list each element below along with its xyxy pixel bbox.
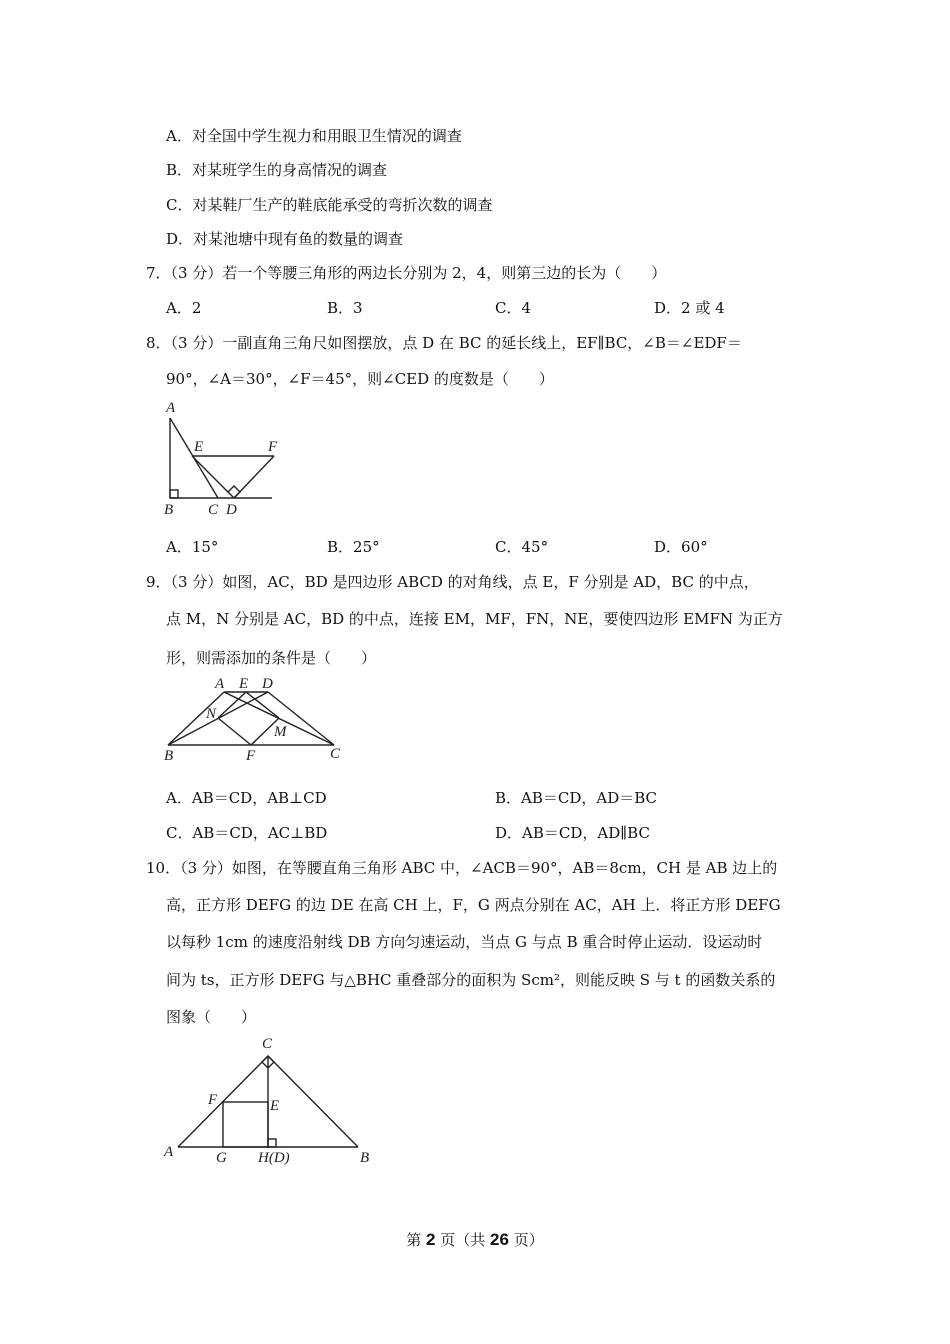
- q9-stem-line2: 点 M，N 分别是 AC，BD 的中点，连接 EM，MF，FN，NE，要使四边形 EMFN 为正方: [166, 610, 783, 628]
- q8-label-c: C: [208, 502, 219, 518]
- q9-stem-line1: 9．（3 分）如图，AC，BD 是四边形 ABCD 的对角线，点 E，F 分别是 AD，BC 的中点，: [146, 573, 759, 591]
- q8-stem-line1: 8．（3 分）一副直角三角尺如图摆放，点 D 在 BC 的延长线上，EF∥BC，∠B＝∠EDF＝: [146, 334, 742, 352]
- q9-option-d: D．AB＝CD，AD∥BC: [495, 824, 650, 842]
- q8-stem-line2: 90°，∠A＝30°，∠F＝45°，则∠CED 的度数是（ ）: [166, 370, 554, 388]
- q8-option-c: C．45°: [495, 538, 549, 556]
- q9-label-f: F: [246, 748, 256, 764]
- q10-label-f: F: [208, 1092, 218, 1108]
- footer-total-pages: 26: [490, 1230, 509, 1249]
- q6-option-a: A．对全国中学生视力和用眼卫生情况的调查: [166, 127, 462, 145]
- q9-label-n: N: [206, 706, 217, 722]
- q8-option-b: B．25°: [327, 538, 380, 556]
- q9-option-a: A．AB＝CD，AB⊥CD: [166, 789, 327, 807]
- q10-stem-line4: 间为 ts，正方形 DEFG 与△BHC 重叠部分的面积为 Scm²，则能反映 S 与 t 的函数关系的: [166, 971, 776, 989]
- footer-suffix: 页）: [508, 1231, 544, 1249]
- q9-figure: [158, 672, 358, 772]
- q7-option-b: B．3: [327, 299, 363, 317]
- q8-label-f: F: [268, 439, 278, 455]
- page-footer: [0, 1229, 950, 1250]
- q6-option-b: B．对某班学生的身高情况的调查: [166, 161, 388, 179]
- q10-label-b: B: [360, 1150, 370, 1166]
- footer-page-number: 2: [426, 1230, 436, 1249]
- q9-label-c: C: [330, 746, 341, 762]
- q6-option-c: C．对某鞋厂生产的鞋底能承受的弯折次数的调查: [166, 196, 493, 214]
- q10-label-g: G: [216, 1150, 227, 1166]
- q10-stem-line1: 10．（3 分）如图，在等腰直角三角形 ABC 中，∠ACB＝90°，AB＝8cm，CH 是 AB 边上的: [146, 859, 778, 877]
- q7-option-d: D．2 或 4: [654, 299, 725, 317]
- q9-label-m: M: [274, 724, 287, 740]
- q7-stem: 7．（3 分）若一个等腰三角形的两边长分别为 2，4，则第三边的长为（ ）: [146, 264, 667, 282]
- footer-middle: 页（共: [435, 1231, 491, 1249]
- q10-label-e: E: [270, 1098, 280, 1114]
- q10-label-a: A: [164, 1144, 174, 1160]
- q7-option-a: A．2: [166, 299, 202, 317]
- q9-label-a: A: [215, 676, 225, 692]
- q9-option-b: B．AB＝CD，AD＝BC: [495, 789, 658, 807]
- q7-option-c: C．4: [495, 299, 532, 317]
- q10-stem-line2: 高，正方形 DEFG 的边 DE 在高 CH 上，F，G 两点分别在 AC，AH 上．将正方形 DEFG: [166, 896, 781, 914]
- q9-label-b: B: [164, 748, 174, 764]
- footer-prefix: 第: [406, 1231, 427, 1249]
- q10-figure: [158, 1030, 388, 1174]
- q8-label-a: A: [166, 400, 176, 416]
- q10-label-hd: H(D): [258, 1150, 290, 1166]
- q8-label-b: B: [164, 502, 174, 518]
- q10-stem-line3: 以每秒 1cm 的速度沿射线 DB 方向匀速运动，当点 G 与点 B 重合时停止运动．设运动时: [166, 933, 763, 951]
- q6-option-d: D．对某池塘中现有鱼的数量的调查: [166, 230, 404, 248]
- q9-stem-line3: 形，则需添加的条件是（ ）: [166, 649, 377, 667]
- q8-label-d: D: [226, 502, 237, 518]
- q8-figure: [158, 396, 288, 528]
- q8-option-d: D．60°: [654, 538, 708, 556]
- q9-label-d: D: [262, 676, 273, 692]
- q9-option-c: C．AB＝CD，AC⊥BD: [166, 824, 328, 842]
- q10-stem-line5: 图象（ ）: [166, 1008, 257, 1026]
- q8-label-e: E: [194, 439, 204, 455]
- q9-label-e: E: [239, 676, 249, 692]
- q10-label-c: C: [262, 1036, 273, 1052]
- q8-option-a: A．15°: [166, 538, 219, 556]
